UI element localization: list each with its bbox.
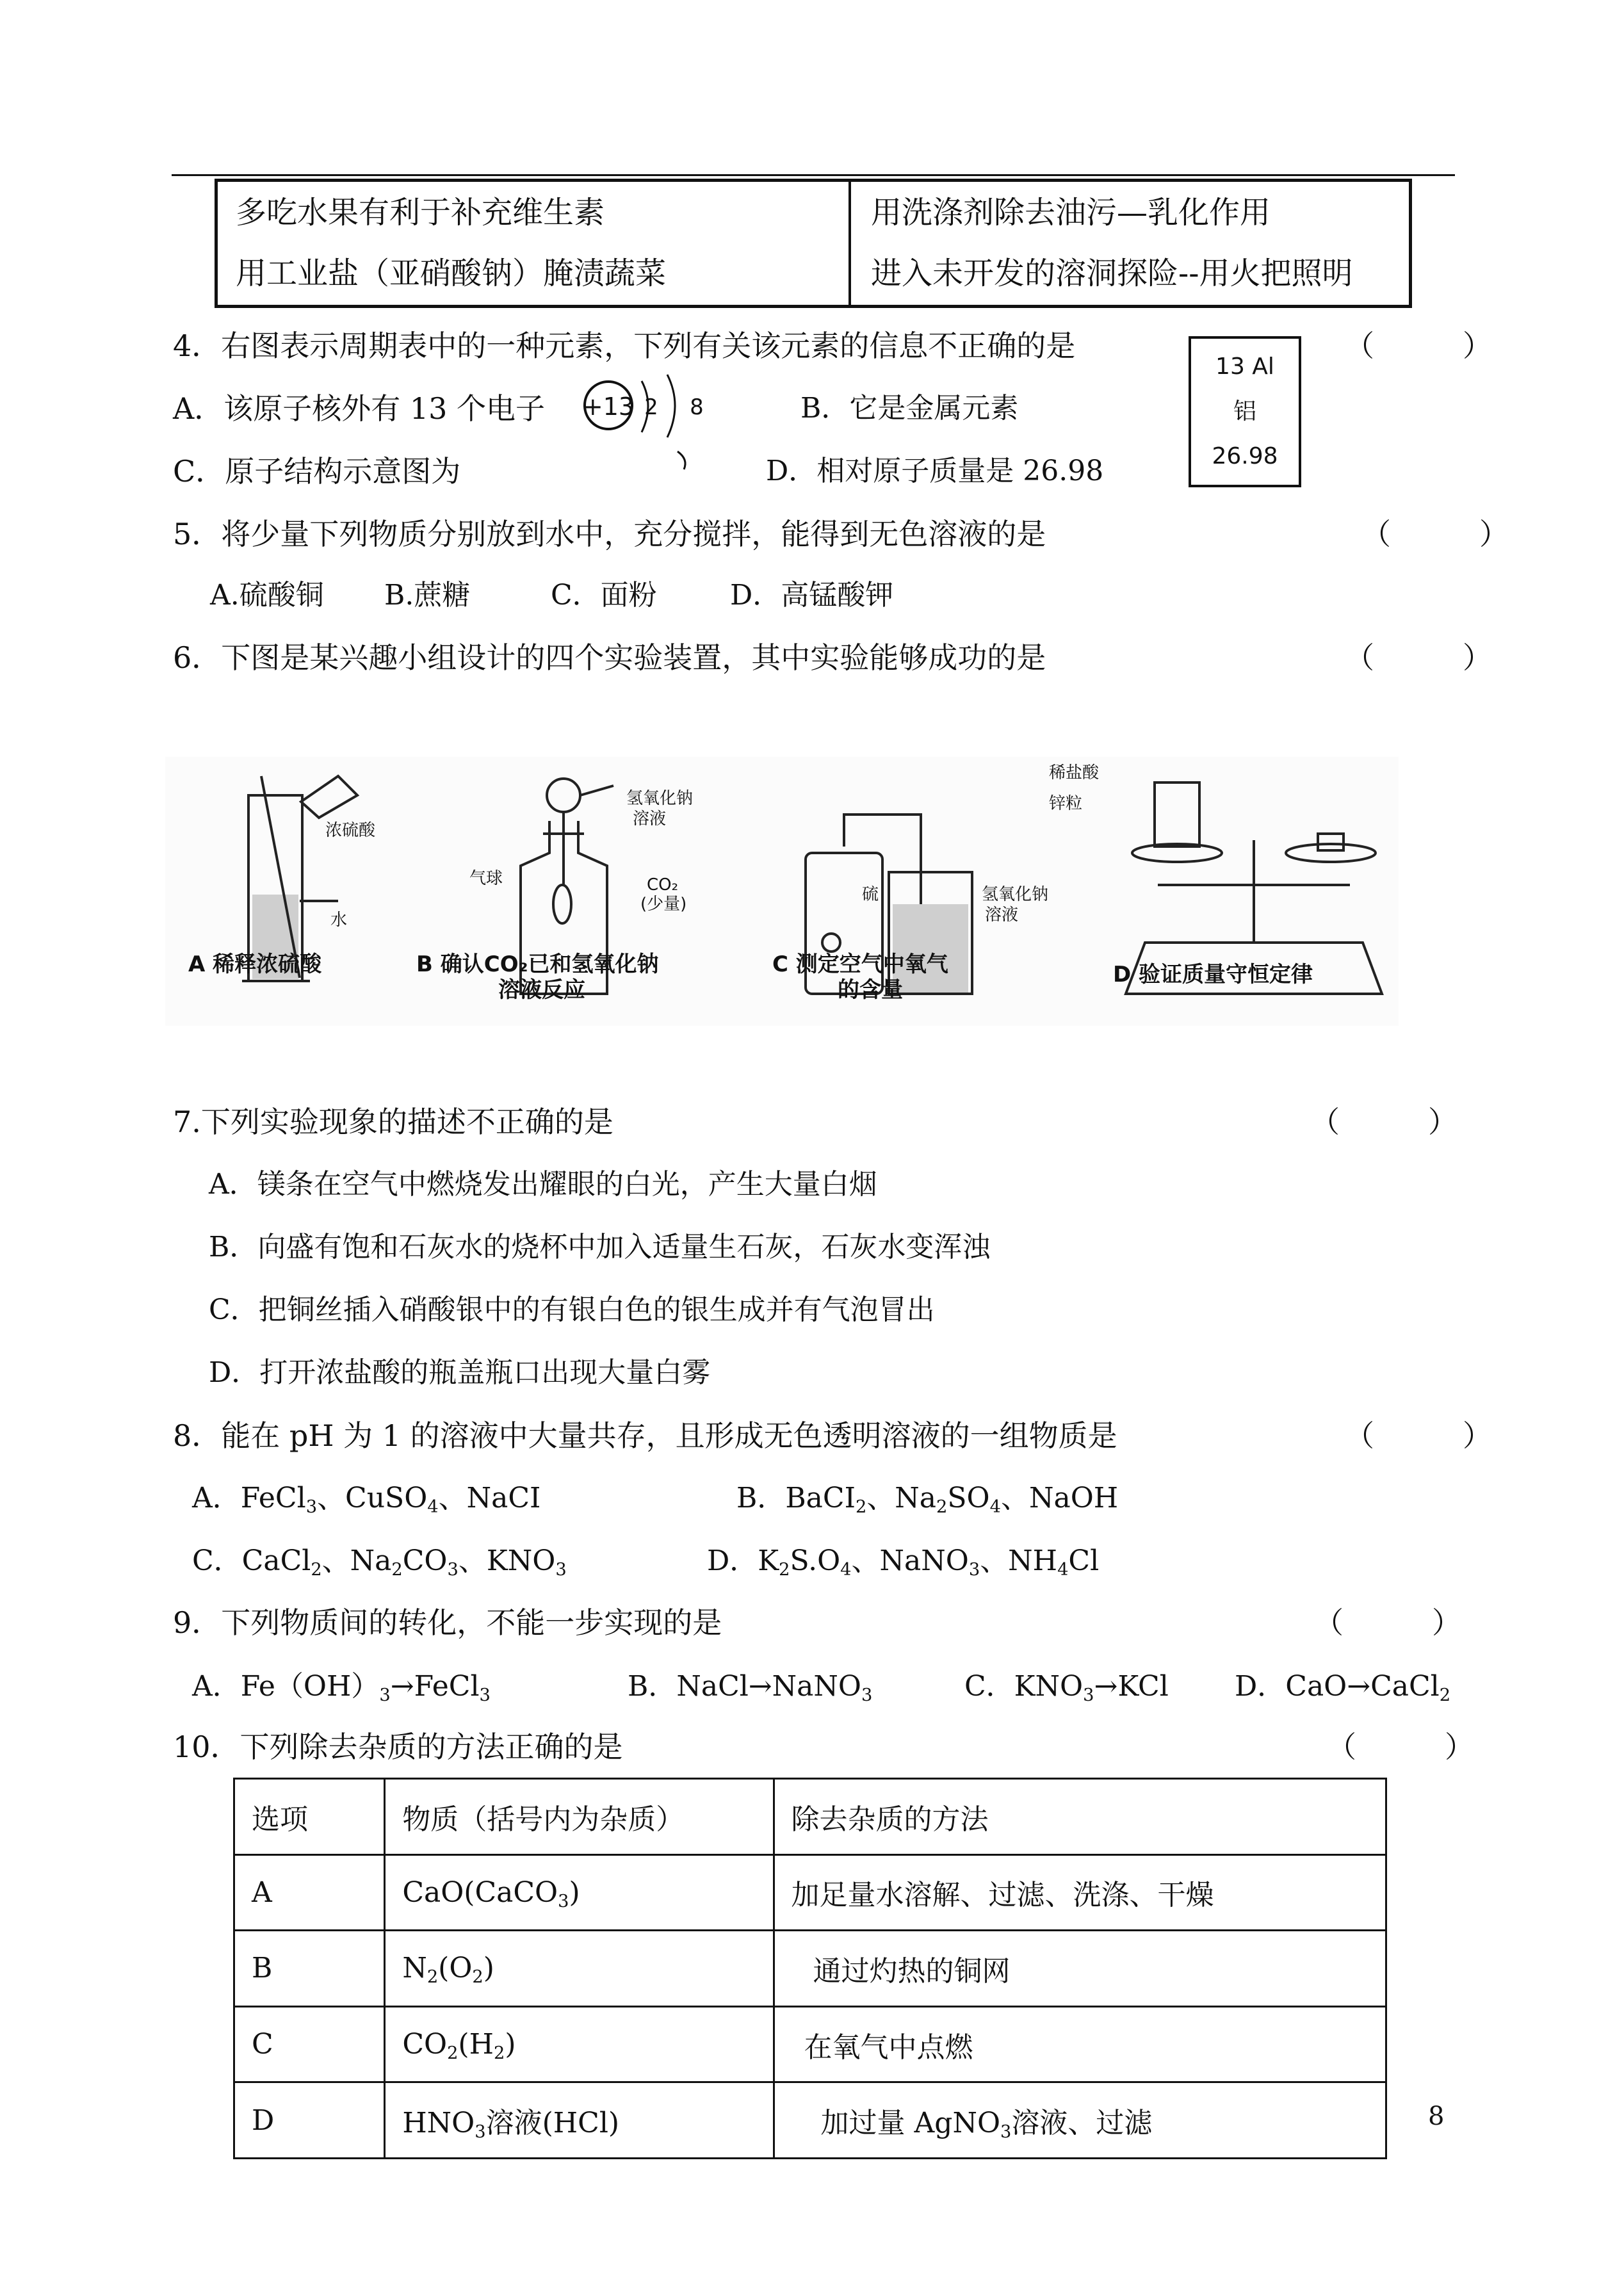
row-option: A: [234, 1854, 385, 1931]
q9-answer-blank: （ ）: [1314, 1605, 1461, 1640]
nucleus-charge: +13: [582, 393, 635, 421]
q6-answer-blank: （ ）: [1345, 640, 1492, 675]
shell-arc: [678, 451, 685, 469]
row-method: 加足量水溶解、过滤、洗涤、干燥: [774, 1854, 1386, 1931]
shell-arc: [667, 375, 675, 437]
label-naoh-solution: 溶液: [633, 809, 667, 829]
row-substance: CaO(CaCO$_3$): [385, 1854, 774, 1931]
label-naoh-c-solution: 溶液: [985, 905, 1019, 925]
header-method: 除去杂质的方法: [774, 1779, 1386, 1855]
acid-beaker: [301, 776, 357, 818]
q8-answer-blank: （ ）: [1345, 1418, 1492, 1453]
impurity-removal-table: [233, 1778, 1387, 2159]
row-method: 加过量 AgNO$_3$溶液、过滤: [774, 2082, 1386, 2159]
reaction-beaker: [1155, 783, 1199, 847]
label-co2: CO₂: [647, 875, 679, 895]
label-zinc: 锌粒: [1049, 794, 1083, 813]
top-options-table: [215, 179, 1412, 308]
row-substance: $HNO_3$溶液(HCl): [385, 2082, 774, 2159]
shell-electrons: 8: [690, 394, 704, 420]
q8-stem: 8．能在 pH 为 1 的溶液中大量共存，且形成无色透明溶液的一组物质是: [173, 1418, 1117, 1453]
q5-option-a: A.硫酸铜: [210, 579, 324, 612]
caption-b-line2: 溶液反应: [498, 977, 585, 1003]
sulfur-spoon: [822, 934, 840, 952]
table-header-row: [234, 1779, 1386, 1855]
label-water: 水: [330, 911, 348, 930]
right-pan: [1286, 844, 1376, 862]
caption-a: A 稀释浓硫酸: [188, 952, 322, 977]
caption-c: C 测定空气中氧气: [772, 952, 948, 977]
q9-option-b: B．NaCl→NaNO$_3$: [628, 1670, 873, 1706]
dropping-funnel: [547, 779, 580, 812]
header-option: 选项: [234, 1779, 385, 1855]
caption-d: D 验证质量守恒定律: [1113, 962, 1313, 987]
label-dilute-hcl: 稀盐酸: [1049, 763, 1100, 783]
q6-stem: 6．下图是某兴趣小组设计的四个实验装置，其中实验能够成功的是: [173, 640, 1046, 675]
element-card: [1189, 336, 1301, 487]
q5-option-c: C．面粉: [551, 579, 657, 612]
q7-option-a: A．镁条在空气中燃烧发出耀眼的白光，产生大量白烟: [209, 1168, 877, 1201]
row-substance: $CO_2(H_2)$: [385, 2006, 774, 2082]
weights: [1318, 834, 1344, 850]
q7-stem: 7.下列实验现象的描述不正确的是: [173, 1105, 613, 1139]
caption-c-line2: 的含量: [838, 977, 903, 1003]
label-naoh: 氢氧化钠: [626, 789, 694, 808]
header-rule: [172, 174, 1455, 176]
q4-option-a: A．该原子核外有 13 个电子: [173, 391, 545, 426]
element-name: 铝: [1233, 398, 1256, 425]
q9-option-c: C．$KNO_3\to KCl$: [964, 1670, 1169, 1706]
q10-answer-blank: （ ）: [1327, 1730, 1474, 1764]
balloon: [553, 885, 571, 923]
table-divider: [849, 182, 851, 305]
q7-option-c: C．把铜丝插入硝酸银中的有银白色的银生成并有气泡冒出: [209, 1293, 935, 1326]
q9-option-a: A．$Fe(OH)_3\to FeCl_3$: [192, 1670, 491, 1706]
q4-option-c: C．原子结构示意图为: [173, 454, 461, 489]
row-option: C: [234, 2006, 385, 2082]
element-symbol: 13 Al: [1215, 353, 1274, 380]
table-row: [234, 2006, 1386, 2082]
q4-option-d: D．相对原子质量是 26.98: [766, 455, 1104, 487]
q5-answer-blank: （ ）: [1361, 517, 1509, 551]
q7-option-d: D．打开浓盐酸的瓶盖瓶口出现大量白雾: [209, 1356, 711, 1389]
row-option: D: [234, 2082, 385, 2159]
row-option: B: [234, 1931, 385, 2007]
page-number: 8: [1428, 2102, 1445, 2131]
label-balloon: 气球: [469, 869, 503, 888]
q4-answer-blank: （ ）: [1345, 328, 1492, 363]
q4-stem: 4．右图表示周期表中的一种元素，下列有关该元素的信息不正确的是: [173, 328, 1076, 363]
atom-structure-diagram: [570, 368, 724, 471]
table-row: [234, 2082, 1386, 2159]
beaker-solution: [893, 904, 968, 993]
q8-option-b: B．BaCI$_2$、$Na_2SO_4$、NaOH: [736, 1482, 1119, 1518]
q8-option-c: C．CaCl$_2$、$Na_2CO_3$、$KNO_3$: [192, 1545, 567, 1580]
table-cell: 进入未开发的溶洞探险--用火把照明: [871, 255, 1353, 291]
element-mass: 26.98: [1212, 443, 1278, 469]
table-row: [234, 1854, 1386, 1931]
label-co2-small: (少量): [640, 895, 687, 914]
label-naoh-c: 氢氧化钠: [982, 885, 1049, 904]
caption-b: B 确认CO₂已和氢氧化钠: [416, 952, 659, 977]
table-cell: 用洗涤剂除去油污—乳化作用: [871, 195, 1271, 231]
row-substance: $N_2(O_2)$: [385, 1931, 774, 2007]
q4-option-b: B．它是金属元素: [800, 392, 1019, 425]
table-row: [234, 1931, 1386, 2007]
shell-electrons: 2: [644, 394, 658, 420]
q7-option-b: B．向盛有饱和石灰水的烧杯中加入适量生石灰，石灰水变浑浊: [209, 1231, 991, 1263]
q5-option-d: D．高锰酸钾: [730, 579, 894, 612]
experiment-figure: [165, 757, 1399, 1026]
q10-stem: 10．下列除去杂质的方法正确的是: [173, 1730, 623, 1764]
q5-option-b: B.蔗糖: [384, 579, 471, 612]
label-conc-sulfuric: 浓硫酸: [325, 821, 376, 840]
q9-stem: 9．下列物质间的转化，不能一步实现的是: [173, 1605, 722, 1640]
q9-option-d: D．CaO→CaCl$_2$: [1235, 1670, 1451, 1706]
q8-option-d: D．$K_2S.O_4$、NaNO$_3$、$NH_4Cl$: [707, 1545, 1100, 1580]
q8-option-a: A．FeCl$_3$、CuSO$_4$、NaCI: [192, 1482, 541, 1518]
row-method: 在氧气中点燃: [774, 2006, 1386, 2082]
q7-answer-blank: （ ）: [1310, 1105, 1458, 1139]
table-cell: 多吃水果有利于补充维生素: [236, 195, 605, 231]
header-substance: 物质（括号内为杂质）: [385, 1779, 774, 1855]
label-sulfur: 硫: [862, 885, 879, 904]
table-cell: 用工业盐（亚硝酸钠）腌渍蔬菜: [236, 255, 667, 291]
row-method: 通过灼热的铜网: [774, 1931, 1386, 2007]
q5-stem: 5．将少量下列物质分别放到水中，充分搅拌，能得到无色溶液的是: [173, 517, 1046, 551]
